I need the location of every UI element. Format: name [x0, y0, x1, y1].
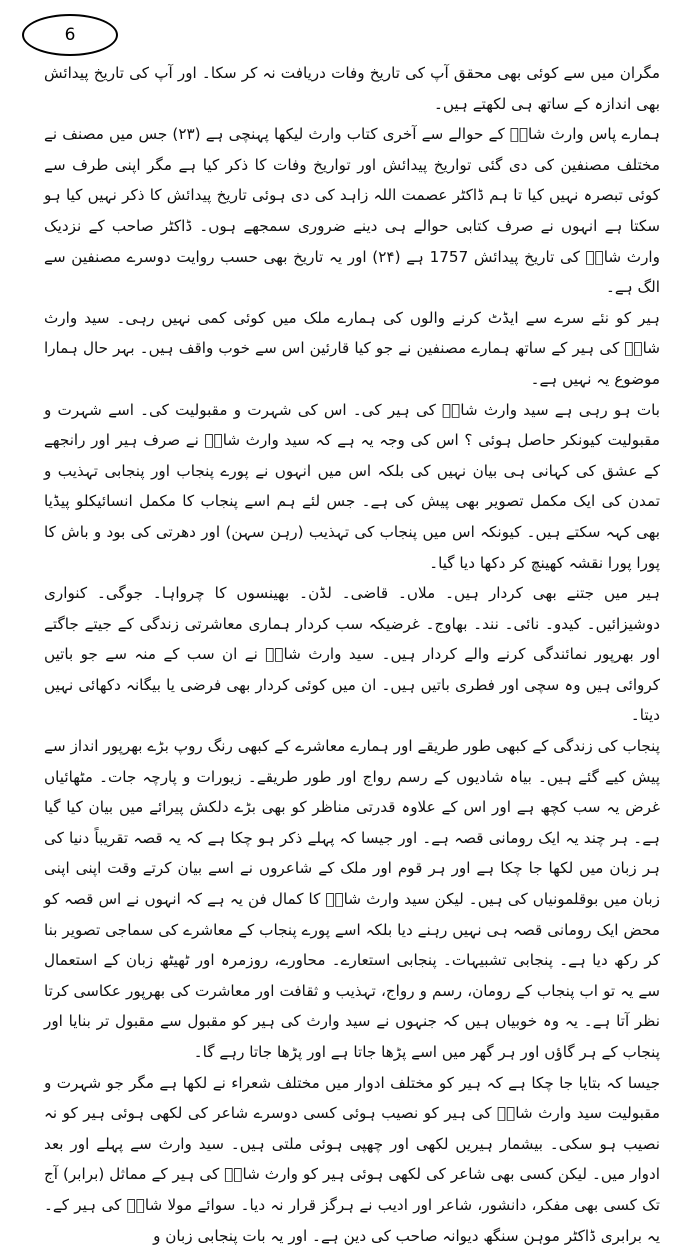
paragraph-4: بات ہو رہی ہے سید وارث شاہؒ کی ہیر کی۔ اس کی شہرت و مقبولیت کی۔ اسے شہرت و مقبولیت کیونکر حاصل ہوئی ؟ اس کی وجہ یہ ہے کہ سید وارث شاہؒ نے صرف ہیر اور رانجھے کے عشق کی کہانی ہی بیان نہیں کی بلکہ اس میں انہوں نے پورے پنجاب اور پنجابی تہذیب و تمدن کی ایک مکمل تصویر بھی پیش کی ہے۔ جس لئے ہم اسے پنجاب کا مکمل انسائیکلو پیڈیا بھی کہہ سکتے ہیں۔ کیونکہ اس میں پنجاب کی تہذیب (رہن سہن) اور دھرتی کی بود و باش کا پورا پورا نقشہ کھینچ کر دکھا دیا گیا۔: [44, 400, 660, 572]
page-number-label: 6: [64, 25, 76, 45]
paragraph-1: مگران میں سے کوئی بھی محقق آپ کی تاریخ وفات دریافت نہ کر سکا۔ اور آپ کی تاریخ پیدائش بھی اندازہ کے ساتھ ہی لکھتے ہیں۔: [44, 64, 660, 113]
page-number: [22, 14, 118, 56]
paragraph-3: ہیر کو نئے سرے سے ایڈٹ کرنے والوں کی ہمارے ملک میں کوئی کمی نہیں رہی۔ سید وارث شاہؒ کی ہیر کے ساتھ ہمارے مصنفین نے جو کیا قارئین اس سے خوب واقف ہیں۔ بہر حال ہمارا موضوع یہ نہیں ہے۔: [44, 308, 660, 388]
paragraph-6: پنجاب کی زندگی کے کبھی طور طریقے اور ہمارے معاشرے کے کبھی رنگ روپ بڑے بھرپور انداز سے پیش کیے گئے ہیں۔ بیاہ شادیوں کے رسم رواج اور طور طریقے۔ زیورات و پارچہ جات۔ مٹھائیاں غرض یہ سب کچھ ہے اور اس کے علاوہ قدرتی مناظر کو بھی بڑے دلکش پیرائے میں بیان کیا گیا ہے۔ ہر چند یہ ایک رومانی قصہ ہے۔ اور جیسا کہ پہلے ذکر ہو چکا ہے کہ یہ قصہ تقریباً دنیا کی ہر زبان میں لکھا جا چکا ہے اور ہر قوم اور ملک کے شاعروں نے اسے بیان کرتے وقت اپنی اپنی زبان میں بوقلمونیاں کی ہیں۔ لیکن سید وارث شاہؒ کا کمال فن یہ ہے کہ انہوں نے اس قصہ کو محض ایک رومانی قصہ ہی نہیں رہنے دیا بلکہ اسے پورے پنجاب کے معاشرے کی سماجی تصویر بنا کر رکھ دیا ہے۔ پنجابی تشبیہات۔ پنجابی استعارے۔ محاورے، روزمرہ اور ٹھیٹھ زبان کے استعمال سے یہ تو اب پنجاب کے رومان، رسم و رواج، تہذیب و ثقافت اور معاشرت کی بھرپور عکاسی کرتا نظر آتا ہے۔ یہ وہ خوبیاں ہیں کہ جنہوں نے سید وارث کی ہیر کو مقبول سے مقبول تر بنایا اور پنجاب کے ہر گاؤں اور ہر گھر میں اسے پڑھا جاتا ہے اور پڑھا جاتا رہے گا۔: [44, 737, 660, 1061]
paragraph-5: ہیر میں جتنے بھی کردار ہیں۔ ملاں۔ قاضی۔ لڈن۔ بھینسوں کا چرواہا۔ جوگی۔ کنواری دوشیزائیں۔ کیدو۔ نائی۔ نند۔ بھاوج۔ غرضیکہ سب کردار ہماری معاشرتی زندگی کے جیتے جاگتے اور بھرپور نمائندگی کرنے والے کردار ہیں۔ سید وارث شاہؒ نے ان سب کے منہ سے جو باتیں کروائی ہیں وہ سچی اور فطری باتیں ہیں۔ ان میں کوئی کردار بھی فرضی یا بیگانہ دکھائی نہیں دیتا۔: [44, 584, 660, 725]
body-text: [44, 58, 660, 1251]
paragraph-7: جیسا کہ بتایا جا چکا ہے کہ ہیر کو مختلف ادوار میں مختلف شعراء نے لکھا ہے مگر جو شہرت و مقبولیت سید وارث شاہؒ کی ہیر کو نصیب ہوئی کسی دوسرے شاعر کی لکھی ہوئی ہیر کو نہ نصیب ہو سکی۔ بیشمار ہیریں لکھی اور چھپی ہوئی ملتی ہیں۔ سید وارث سے پہلے اور بعد ادوار میں۔ لیکن کسی بھی شاعر کی لکھی ہوئی ہیر کو وارث شاہؒ کی ہیر کے مماثل (برابر) آج تک کسی بھی مفکر، دانشور، شاعر اور ادیب نے ہرگز قرار نہ دیا۔ سوائے مولا شاہؒ کی ہیر کے۔ یہ برابری ڈاکٹر موہن سنگھ دیوانہ صاحب کی دین ہے۔ اور یہ بات پنجابی زبان و: [44, 1073, 660, 1245]
paragraph-2: ہمارے پاس وارث شاہؒ کے حوالے سے آخری کتاب وارث لیکھا پہنچی ہے (۲۳) جس میں مصنف نے مختلف مصنفین کی دی گئی تواریخ پیدائش اور تواریخ وفات کا ذکر کیا ہے مگر اپنی طرف سے کوئی تبصرہ نہیں کیا تا ہم ڈاکٹر عصمت اللہ زاہد کی دی ہوئی تاریخ پیدائش کا ذکر نہیں کیا ہو سکتا ہے انہوں نے صرف کتابی حوالے ہی دینے ضروری سمجھے ہوں۔ ڈاکٹر صاحب کے نزدیک وارث شاہؒ کی تاریخ پیدائش 1757 ہے (۲۴) اور یہ تاریخ بھی حسب روایت دوسرے مصنفین سے الگ ہے۔: [44, 125, 660, 297]
